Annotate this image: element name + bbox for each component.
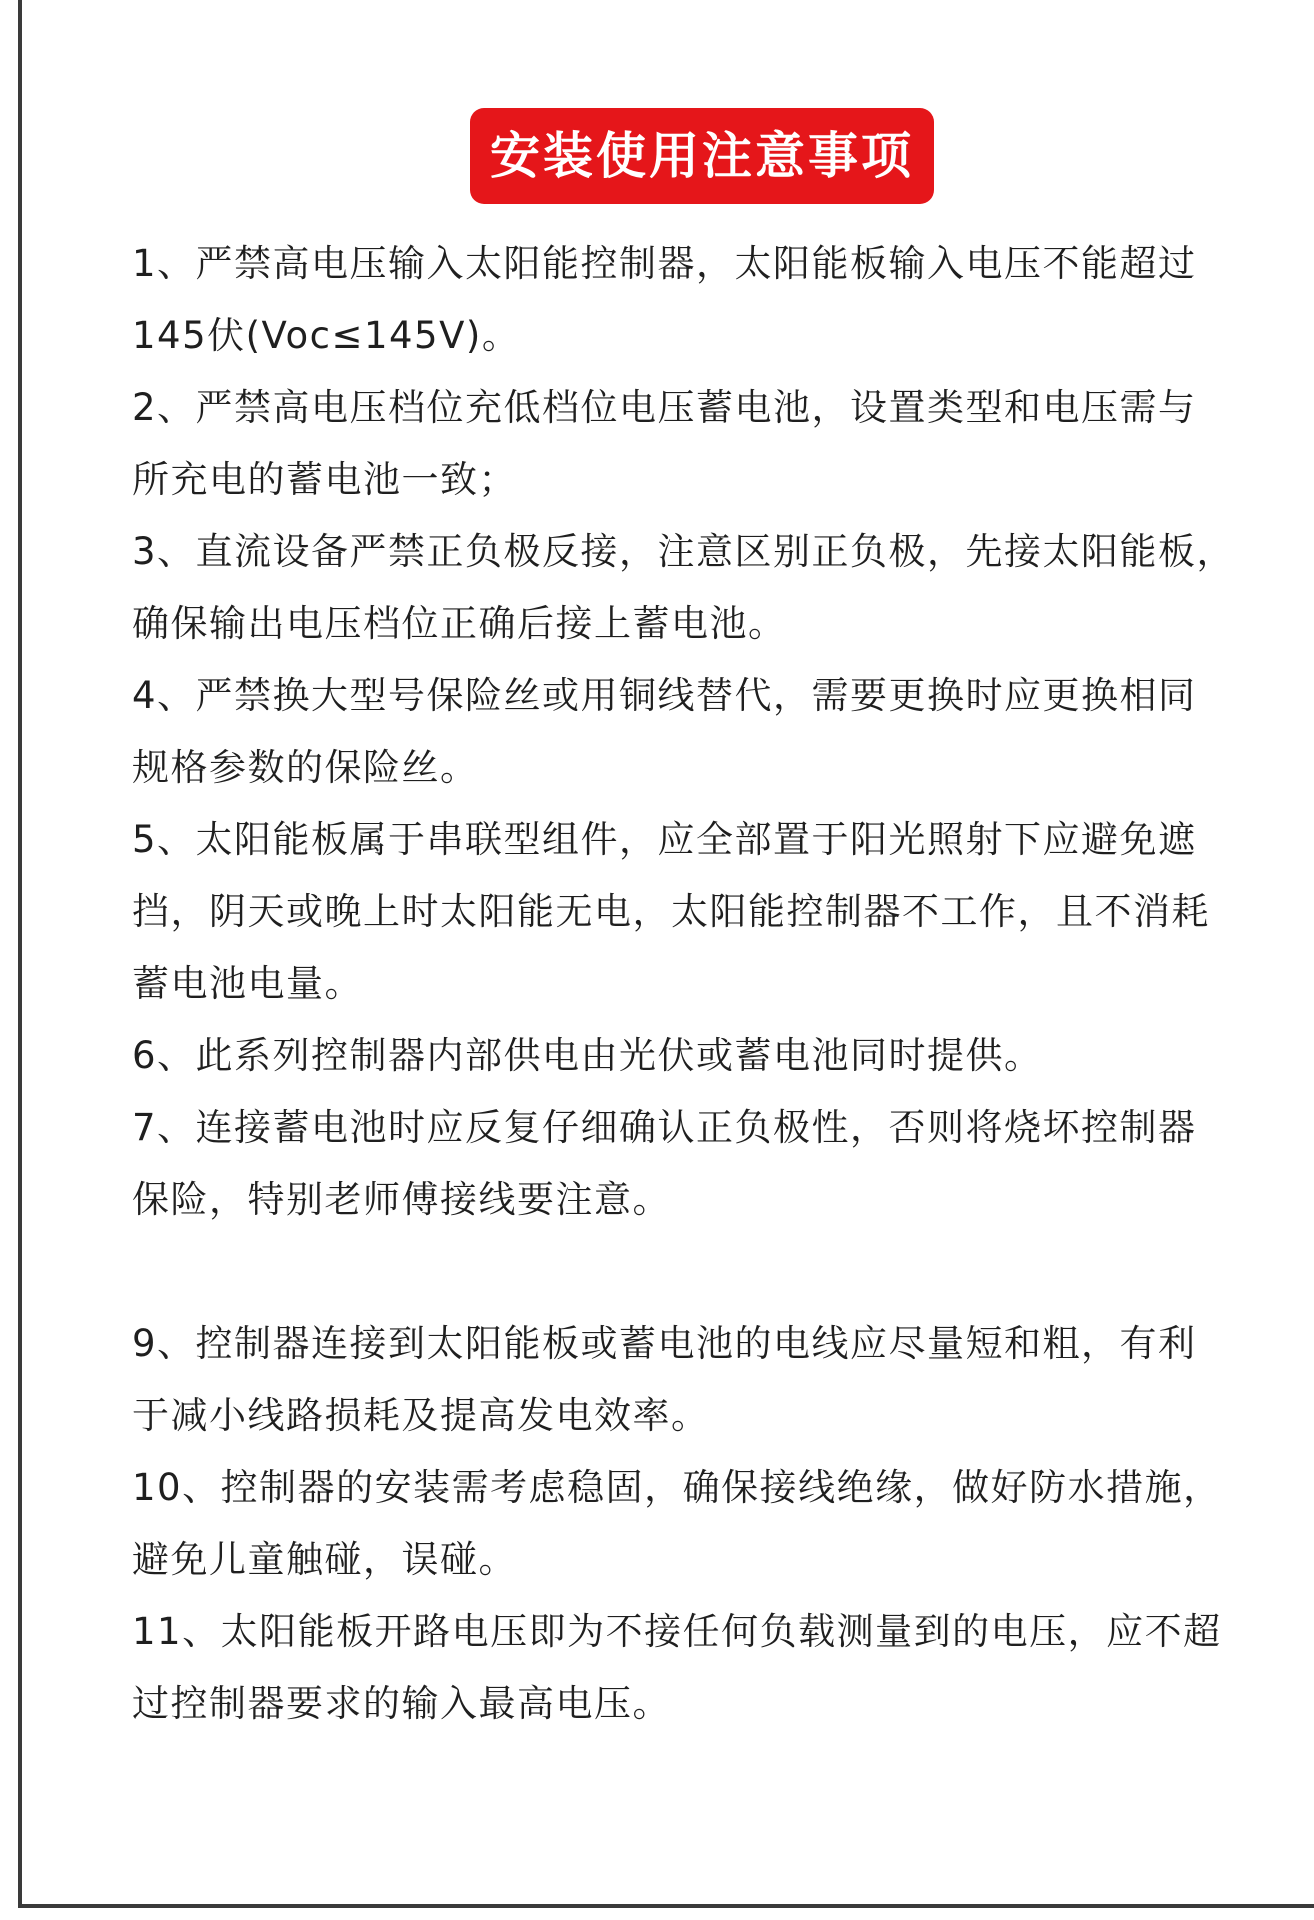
notice-item-1-line-1: 1、严禁高电压输入太阳能控制器，太阳能板输入电压不能超过 [132,242,1197,285]
notice-item-3 [132,516,1262,660]
notice-item-3-line-2: 确保输出电压档位正确后接上蓄电池。 [132,602,787,645]
notice-item-11-line-2: 过控制器要求的输入最高电压。 [132,1682,671,1725]
title-container [0,108,1314,204]
notice-item-4-line-2: 规格参数的保险丝。 [132,746,479,789]
notice-item-9-line-1: 9、控制器连接到太阳能板或蓄电池的电线应尽量短和粗，有利 [132,1322,1197,1365]
notice-item-2 [132,372,1262,516]
notice-item-2-line-1: 2、严禁高电压档位充低档位电压蓄电池，设置类型和电压需与 [132,386,1197,429]
notice-item-1 [132,228,1262,372]
notice-item-11 [132,1596,1262,1740]
notice-item-5-line-3: 蓄电池电量。 [132,962,363,1005]
notice-item-10-line-1: 10、控制器的安装需考虑稳固，确保接线绝缘，做好防水措施， [132,1466,1222,1509]
notice-item-5-line-1: 5、太阳能板属于串联型组件，应全部置于阳光照射下应避免遮 [132,818,1197,861]
notice-item-7 [132,1092,1262,1236]
notice-item-10-line-2: 避免儿童触碰，误碰。 [132,1538,517,1581]
notice-item-10 [132,1452,1262,1596]
notice-item-9-line-2: 于减小线路损耗及提高发电效率。 [132,1394,710,1437]
notice-item-5-line-2: 挡，阴天或晚上时太阳能无电，太阳能控制器不工作，且不消耗 [132,890,1210,933]
notice-item-4-line-1: 4、严禁换大型号保险丝或用铜线替代，需要更换时应更换相同 [132,674,1197,717]
page-border-left [18,0,22,1908]
notice-item-7-line-1: 7、连接蓄电池时应反复仔细确认正负极性，否则将烧坏控制器 [132,1106,1197,1149]
page-border-bottom [18,1904,1314,1908]
notice-item-6-line-1: 6、此系列控制器内部供电由光伏或蓄电池同时提供。 [132,1034,1043,1077]
notice-item-3-line-1: 3、直流设备严禁正负极反接，注意区别正负极，先接太阳能板， [132,530,1236,573]
page-title: 安装使用注意事项 [470,108,934,204]
notice-item-7-line-2: 保险，特别老师傅接线要注意。 [132,1178,671,1221]
notice-list [132,228,1262,1740]
notice-item-6 [132,1020,1262,1092]
blank-gap [132,1236,1262,1308]
notice-item-1-line-2: 145伏(Voc≤145V)。 [132,314,521,357]
notice-item-2-line-2: 所充电的蓄电池一致； [132,458,517,501]
notice-item-11-line-1: 11、太阳能板开路电压即为不接任何负载测量到的电压，应不超 [132,1610,1222,1653]
notice-item-5 [132,804,1262,1020]
notice-item-4 [132,660,1262,804]
notice-item-9 [132,1308,1262,1452]
